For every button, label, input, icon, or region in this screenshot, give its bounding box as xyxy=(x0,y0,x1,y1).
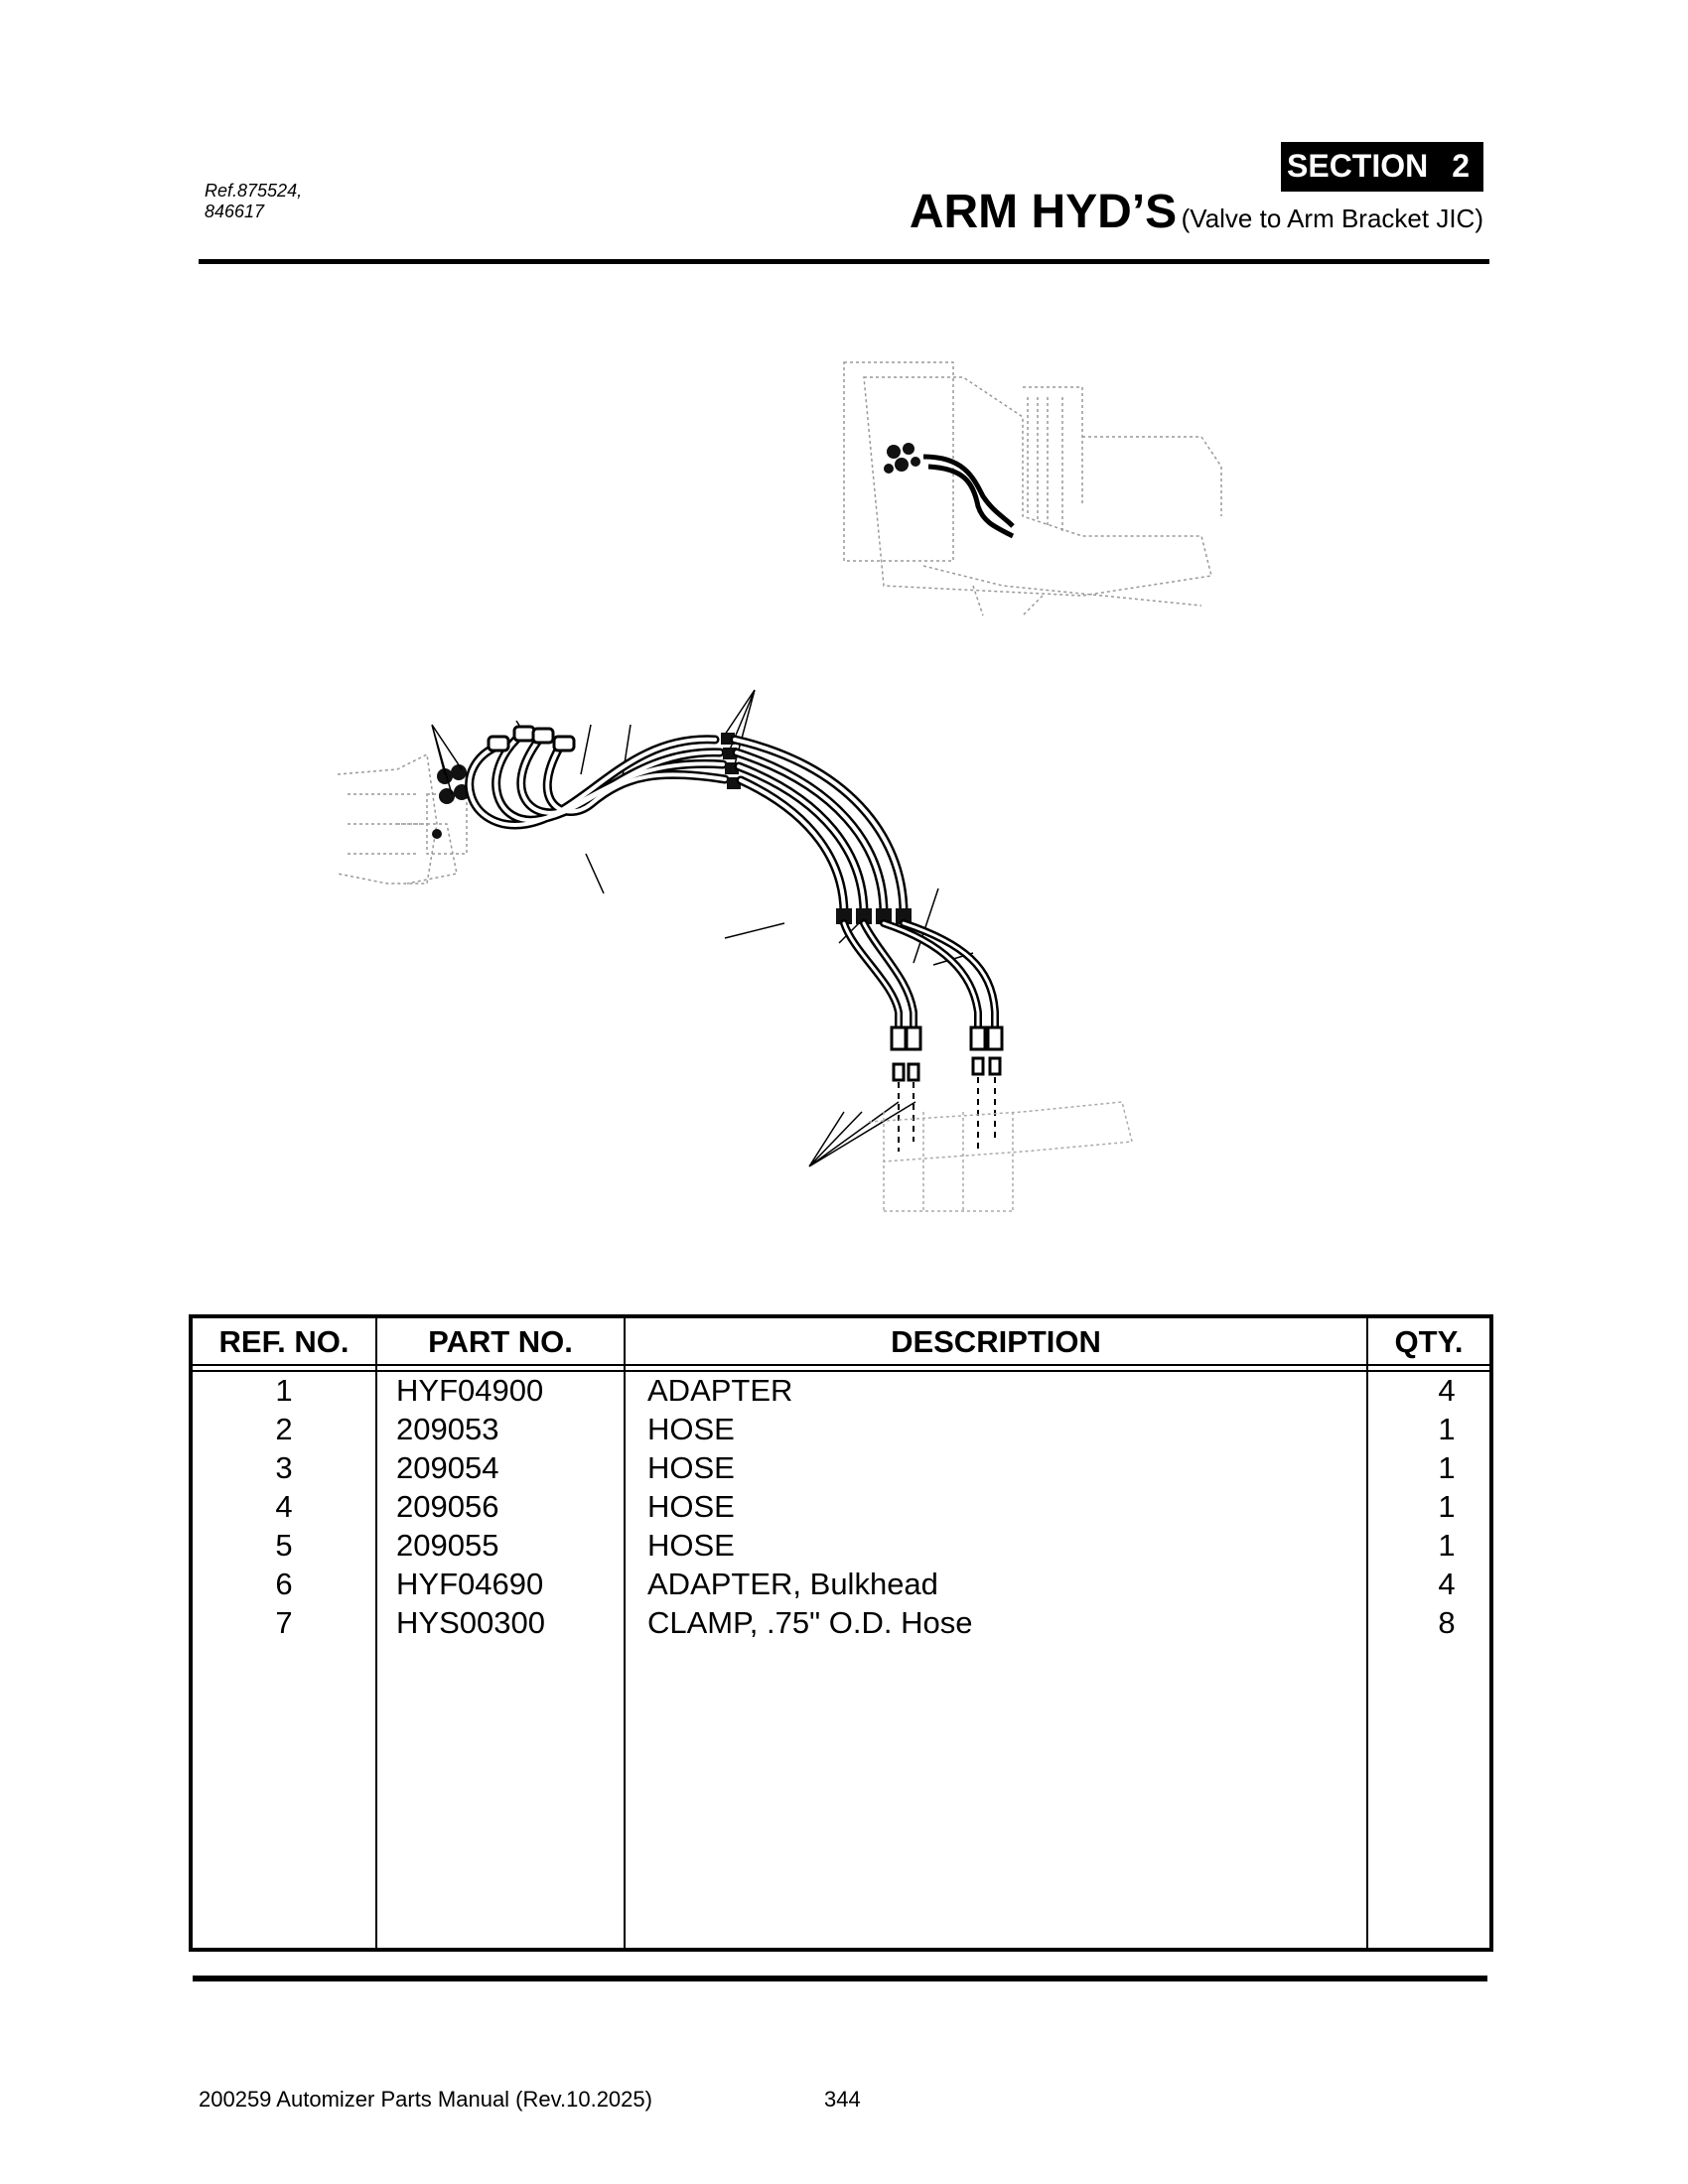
header-part: PART NO. xyxy=(428,1324,573,1359)
part-no: 209055 xyxy=(396,1528,499,1563)
header-ref: REF. NO. xyxy=(218,1324,350,1359)
header-divider xyxy=(193,1364,1489,1366)
ref-no: 3 xyxy=(275,1450,293,1485)
inset-hoses xyxy=(923,457,1013,536)
table-row xyxy=(193,1603,1489,1642)
description: ADAPTER xyxy=(647,1373,793,1408)
part-no: 209054 xyxy=(396,1450,499,1485)
table-row xyxy=(193,1410,1489,1448)
title-main: ARM HYD’S xyxy=(909,186,1178,238)
description: HOSE xyxy=(647,1489,735,1524)
description: ADAPTER, Bulkhead xyxy=(647,1567,938,1601)
valve-ports xyxy=(432,764,470,839)
page-number: 344 xyxy=(824,2087,861,2112)
header-description: DESCRIPTION xyxy=(891,1324,1101,1359)
quantity: 1 xyxy=(1438,1412,1456,1446)
hose-bundle-lower-inner xyxy=(844,923,995,1027)
quantity: 1 xyxy=(1438,1450,1456,1485)
page-title xyxy=(910,185,1483,239)
parts-table xyxy=(189,1314,1493,1952)
part-no: 209053 xyxy=(396,1412,499,1446)
quantity: 1 xyxy=(1438,1489,1456,1524)
description: HOSE xyxy=(647,1412,735,1446)
header-rule xyxy=(199,259,1489,264)
ref-no: 4 xyxy=(275,1489,293,1524)
footer-rule xyxy=(193,1976,1487,1981)
ref-line-2: 846617 xyxy=(205,202,265,221)
manual-title: 200259 Automizer Parts Manual (Rev.10.2025) xyxy=(199,2087,652,2112)
quantity: 4 xyxy=(1438,1373,1456,1408)
table-row xyxy=(193,1565,1489,1603)
table-row xyxy=(193,1448,1489,1487)
ref-no: 6 xyxy=(275,1567,293,1601)
ref-no: 5 xyxy=(275,1528,293,1563)
hydraulic-hose-diagram xyxy=(328,357,1271,1231)
table-row xyxy=(193,1526,1489,1565)
part-no: HYF04690 xyxy=(396,1567,544,1601)
table-row xyxy=(193,1371,1489,1410)
description: HOSE xyxy=(647,1528,735,1563)
inset-valve xyxy=(884,443,920,474)
title-subtitle: (Valve to Arm Bracket JIC) xyxy=(1181,204,1483,233)
ref-no: 2 xyxy=(275,1412,293,1446)
table-row xyxy=(193,1487,1489,1526)
ref-line-1: Ref.875524, xyxy=(205,181,303,201)
part-no: HYS00300 xyxy=(396,1605,545,1640)
section-number: 2 xyxy=(1452,148,1470,184)
arm-adapters xyxy=(892,1027,1002,1080)
arm-bracket xyxy=(869,1102,1132,1211)
reference-numbers xyxy=(205,181,302,222)
ref-no: 7 xyxy=(275,1605,293,1640)
header-qty: QTY. xyxy=(1394,1324,1464,1359)
inset-overview-drawing xyxy=(844,362,1221,615)
section-label: SECTION xyxy=(1287,148,1429,184)
quantity: 8 xyxy=(1438,1605,1456,1640)
arm-adapter-dashes xyxy=(899,1077,995,1152)
quantity: 1 xyxy=(1438,1528,1456,1563)
part-no: HYF04900 xyxy=(396,1373,544,1408)
description: CLAMP, .75" O.D. Hose xyxy=(647,1605,973,1640)
ref-no: 1 xyxy=(275,1373,293,1408)
quantity: 4 xyxy=(1438,1567,1456,1601)
description: HOSE xyxy=(647,1450,735,1485)
part-no: 209056 xyxy=(396,1489,499,1524)
